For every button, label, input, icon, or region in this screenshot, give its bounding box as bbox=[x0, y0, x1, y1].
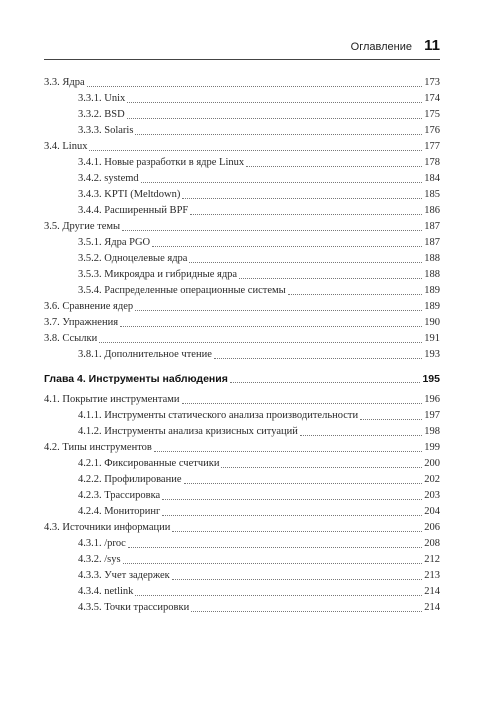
toc-entry bbox=[44, 470, 440, 486]
toc-entry-page: 187 bbox=[424, 221, 440, 232]
toc-dot-leader bbox=[89, 149, 422, 151]
toc-entry-title: 3.3.1. Unix bbox=[78, 93, 126, 104]
toc-dot-leader bbox=[300, 434, 422, 436]
toc-entry-title: 3.8.1. Дополнительное чтение bbox=[78, 349, 212, 360]
toc-entry-page: 206 bbox=[424, 522, 440, 533]
toc-entry-page: 208 bbox=[424, 538, 440, 549]
toc-dot-leader bbox=[239, 277, 422, 279]
toc-dot-leader bbox=[184, 482, 423, 484]
toc-entry-title: 3.6. Сравнение ядер bbox=[44, 301, 134, 312]
toc-entry-page: 202 bbox=[424, 474, 440, 485]
toc-dot-leader bbox=[123, 562, 423, 564]
toc-entry bbox=[44, 486, 440, 502]
toc-entry-title: 3.3. Ядра bbox=[44, 77, 85, 88]
toc-entry bbox=[44, 89, 440, 105]
toc-entry-page: 195 bbox=[422, 373, 440, 385]
toc-entry bbox=[44, 534, 440, 550]
toc-entry-title: 4.1.2. Инструменты анализа кризисных ситуаций bbox=[78, 426, 298, 437]
toc-dot-leader bbox=[127, 101, 422, 103]
toc-entry-title: 3.4. Linux bbox=[44, 141, 88, 152]
toc-dot-leader bbox=[214, 357, 422, 359]
toc-dot-leader bbox=[221, 466, 422, 468]
toc-dot-leader bbox=[128, 546, 422, 548]
toc-entry-page: 191 bbox=[424, 333, 440, 344]
toc-entry-page: 174 bbox=[424, 93, 440, 104]
toc-entry bbox=[44, 390, 440, 406]
toc-dot-leader bbox=[189, 261, 422, 263]
toc-entry-title: 3.3.3. Solaris bbox=[78, 125, 134, 136]
toc-entry bbox=[44, 185, 440, 201]
toc-entry bbox=[44, 329, 440, 345]
toc-entry-title: 3.7. Упражнения bbox=[44, 317, 119, 328]
toc-entry bbox=[44, 550, 440, 566]
toc-entry-title: 3.4.3. KPTI (Meltdown) bbox=[78, 189, 181, 200]
toc-entry bbox=[44, 73, 440, 89]
toc-entry-title: 4.1. Покрытие инструментами bbox=[44, 394, 180, 405]
toc-entry-page: 184 bbox=[424, 173, 440, 184]
toc-chapter-entry bbox=[44, 369, 440, 385]
toc-entry-title: 4.3.2. /sys bbox=[78, 554, 121, 565]
toc-entry-title: 3.5.3. Микроядра и гибридные ядра bbox=[78, 269, 238, 280]
toc-entry bbox=[44, 233, 440, 249]
toc-entry-page: 199 bbox=[424, 442, 440, 453]
toc-entry bbox=[44, 249, 440, 265]
toc-entry-page: 212 bbox=[424, 554, 440, 565]
toc-dot-leader bbox=[141, 181, 423, 183]
toc-entry-title: 3.5.4. Распределенные операционные системы bbox=[78, 285, 286, 296]
toc-dot-leader bbox=[127, 117, 423, 119]
toc-entry bbox=[44, 518, 440, 534]
toc-entry bbox=[44, 502, 440, 518]
toc-dot-leader bbox=[246, 165, 422, 167]
toc-dot-leader bbox=[152, 245, 422, 247]
toc-dot-leader bbox=[120, 325, 422, 327]
toc-entry bbox=[44, 566, 440, 582]
toc-dot-leader bbox=[288, 293, 423, 295]
toc-entry-title: 4.2.2. Профилирование bbox=[78, 474, 182, 485]
toc-entry bbox=[44, 582, 440, 598]
toc-dot-leader bbox=[87, 85, 423, 87]
toc-entry-title: 4.3. Источники информации bbox=[44, 522, 171, 533]
toc-entry-page: 197 bbox=[424, 410, 440, 421]
toc-entry-title: 3.5.2. Одноцелевые ядра bbox=[78, 253, 188, 264]
toc-entry bbox=[44, 265, 440, 281]
toc-entry-page: 214 bbox=[424, 586, 440, 597]
toc-entry bbox=[44, 281, 440, 297]
toc-entry-page: 190 bbox=[424, 317, 440, 328]
toc-dot-leader bbox=[182, 402, 423, 404]
toc-dot-leader bbox=[172, 530, 422, 532]
toc-entry-title: 3.4.1. Новые разработки в ядре Linux bbox=[78, 157, 245, 168]
toc-entry bbox=[44, 137, 440, 153]
toc-entry bbox=[44, 422, 440, 438]
toc-entry-title: 4.2.4. Мониторинг bbox=[78, 506, 161, 517]
toc-entry-page: 189 bbox=[424, 301, 440, 312]
toc-entry bbox=[44, 297, 440, 313]
toc-dot-leader bbox=[190, 213, 422, 215]
toc-entry-title: 3.8. Ссылки bbox=[44, 333, 98, 344]
toc-entry-page: 213 bbox=[424, 570, 440, 581]
toc-entry bbox=[44, 438, 440, 454]
toc-entry-page: 173 bbox=[424, 77, 440, 88]
toc-entry-page: 200 bbox=[424, 458, 440, 469]
toc-entry bbox=[44, 454, 440, 470]
toc-entry bbox=[44, 406, 440, 422]
toc-dot-leader bbox=[162, 498, 422, 500]
toc-entry bbox=[44, 201, 440, 217]
toc-entry-page: 175 bbox=[424, 109, 440, 120]
toc-entry-page: 204 bbox=[424, 506, 440, 517]
toc-entry-page: 177 bbox=[424, 141, 440, 152]
toc-dot-leader bbox=[191, 610, 422, 612]
toc-entry-title: 3.4.4. Расширенный BPF bbox=[78, 205, 189, 216]
header-rule bbox=[44, 59, 440, 60]
toc-entry-title: 3.3.2. BSD bbox=[78, 109, 125, 120]
toc-entry-page: 196 bbox=[424, 394, 440, 405]
toc-entry-page: 187 bbox=[424, 237, 440, 248]
toc-entry bbox=[44, 345, 440, 361]
toc-entry-page: 188 bbox=[424, 253, 440, 264]
running-header bbox=[44, 38, 440, 60]
toc-entry-title: 4.3.4. netlink bbox=[78, 586, 134, 597]
toc-entry-page: 185 bbox=[424, 189, 440, 200]
toc-dot-leader bbox=[230, 381, 421, 383]
toc-entry-page: 178 bbox=[424, 157, 440, 168]
toc-entry-title: 4.1.1. Инструменты статического анализа производительности bbox=[78, 410, 359, 421]
toc-entry-page: 198 bbox=[424, 426, 440, 437]
toc-entry-title: 3.5. Другие темы bbox=[44, 221, 121, 232]
toc-entry-page: 193 bbox=[424, 349, 440, 360]
toc-dot-leader bbox=[182, 197, 422, 199]
toc-entry-page: 189 bbox=[424, 285, 440, 296]
toc-entry-title: 4.2. Типы инструментов bbox=[44, 442, 152, 453]
toc-dot-leader bbox=[154, 450, 422, 452]
toc-entry bbox=[44, 217, 440, 233]
toc-entry-title: 3.4.2. systemd bbox=[78, 173, 139, 184]
toc-entry-page: 176 bbox=[424, 125, 440, 136]
toc-dot-leader bbox=[99, 341, 422, 343]
toc-dot-leader bbox=[135, 309, 422, 311]
toc-entry bbox=[44, 105, 440, 121]
toc-entry-page: 203 bbox=[424, 490, 440, 501]
toc-entry bbox=[44, 169, 440, 185]
toc-entry-page: 214 bbox=[424, 602, 440, 613]
page-number: 11 bbox=[424, 37, 440, 54]
toc-entry bbox=[44, 313, 440, 329]
toc-entry bbox=[44, 153, 440, 169]
toc-dot-leader bbox=[122, 229, 422, 231]
toc-entry-title: 4.3.3. Учет задержек bbox=[78, 570, 170, 581]
toc-entry-title: 4.3.5. Точки трассировки bbox=[78, 602, 190, 613]
toc-entry-title: Глава 4. Инструменты наблюдения bbox=[44, 373, 228, 385]
toc-entry bbox=[44, 598, 440, 614]
toc-entry bbox=[44, 121, 440, 137]
toc-dot-leader bbox=[135, 133, 422, 135]
toc-entry-page: 188 bbox=[424, 269, 440, 280]
toc-entry-title: 4.2.1. Фиксированные счетчики bbox=[78, 458, 220, 469]
toc-dot-leader bbox=[135, 594, 422, 596]
running-header-title: Оглавление bbox=[350, 41, 412, 53]
toc-dot-leader bbox=[162, 514, 422, 516]
toc-entry-title: 4.3.1. /proc bbox=[78, 538, 126, 549]
toc-entry-title: 3.5.1. Ядра PGO bbox=[78, 237, 151, 248]
toc-entry-title: 4.2.3. Трассировка bbox=[78, 490, 161, 501]
toc-entry-page: 186 bbox=[424, 205, 440, 216]
toc-dot-leader bbox=[172, 578, 422, 580]
toc-dot-leader bbox=[360, 418, 422, 420]
